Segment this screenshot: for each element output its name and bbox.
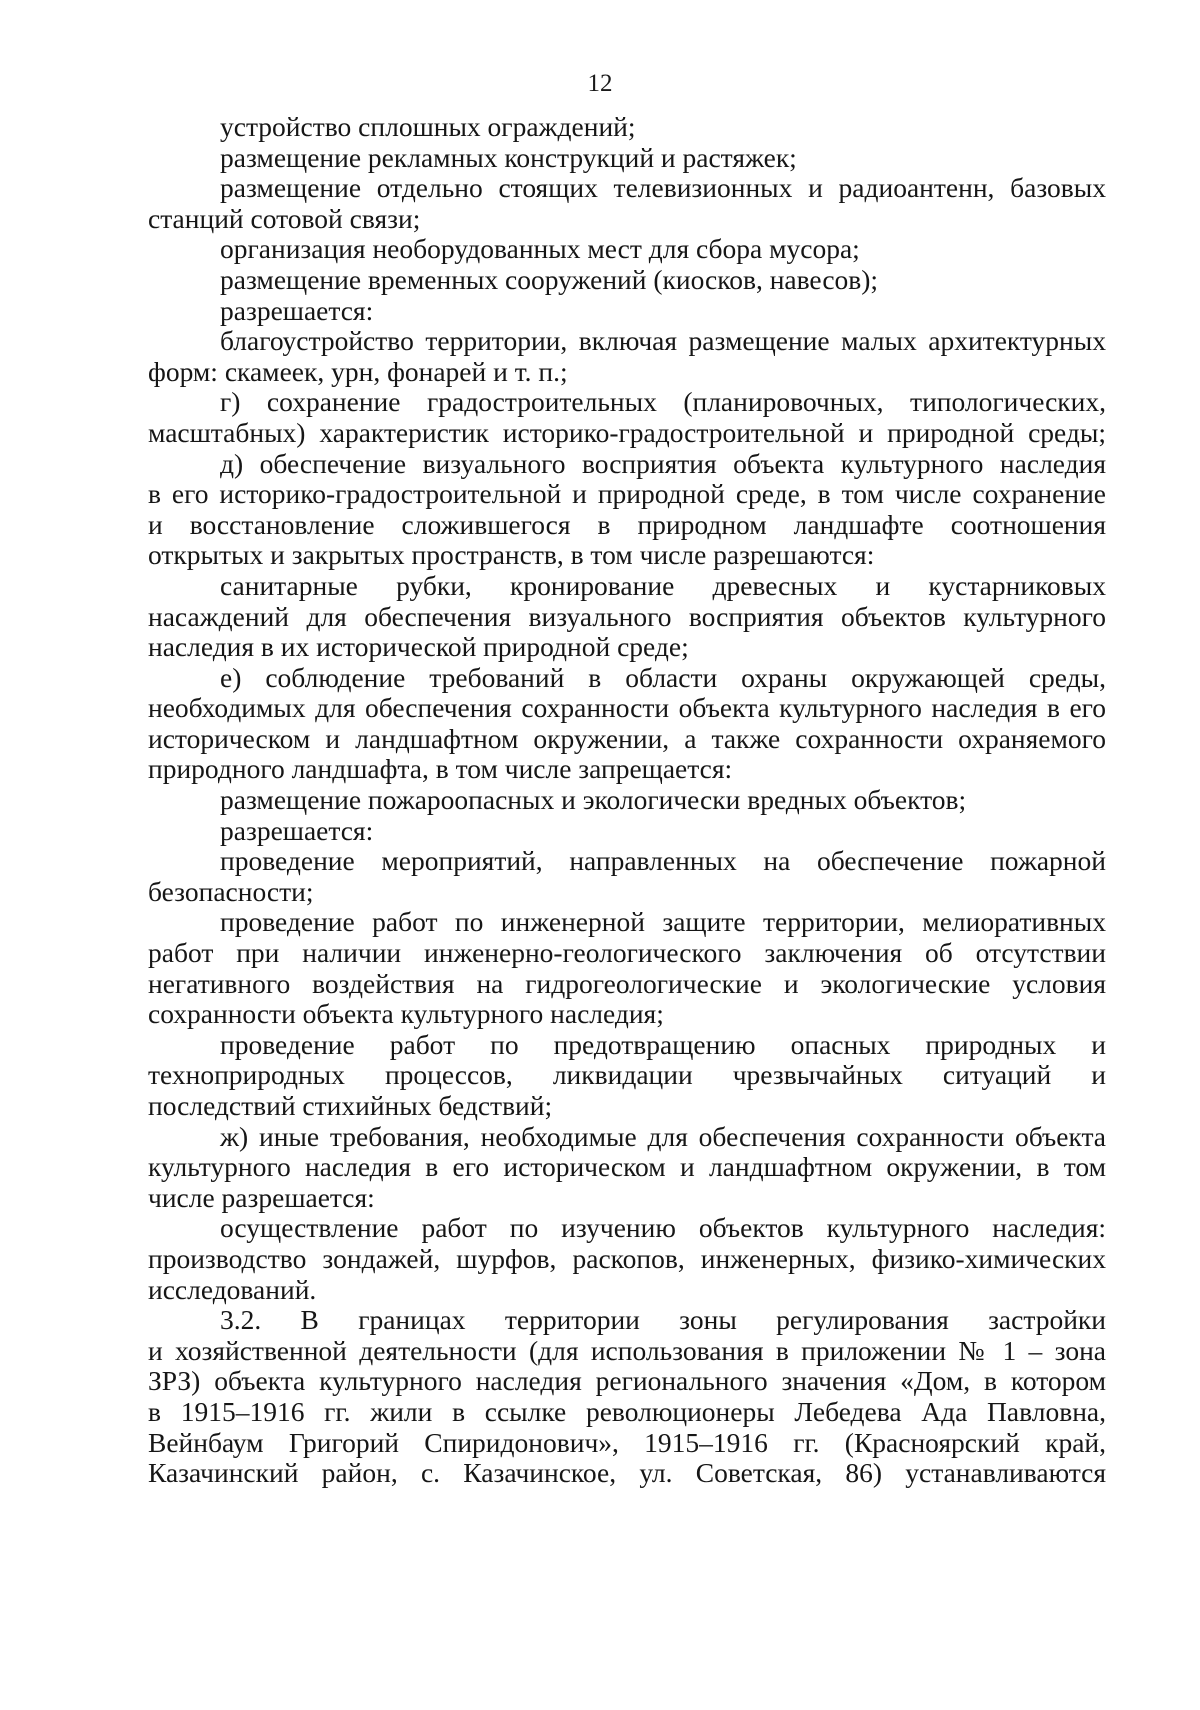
text-line: безопасности; xyxy=(148,875,314,907)
text-line: проведение работ по предотвращению опасных природных и xyxy=(220,1029,1106,1060)
text-line: проведение работ по инженерной защите территории, мелиоративных xyxy=(220,907,1106,938)
text-line: размещение отдельно стоящих телевизионных и радиоантенн, базовых xyxy=(220,173,1106,204)
text-line: форм: скамеек, урн, фонарей и т. п.; xyxy=(148,355,568,387)
text-line: устройство сплошных ограждений; xyxy=(220,111,636,142)
text-line: открытых и закрытых пространств, в том числе разрешаются: xyxy=(148,539,875,571)
text-line: масштабных) характеристик историко-градостроительной и природной среды; xyxy=(148,417,1106,448)
text-line: осуществление работ по изучению объектов культурного наследия: xyxy=(220,1213,1106,1244)
document-body xyxy=(148,112,1106,1489)
text-line: благоустройство территории, включая размещение малых архитектурных xyxy=(220,326,1106,357)
text-line: г) сохранение градостроительных (планировочных, типологических, xyxy=(220,387,1106,418)
text-line: организация необорудованных мест для сбора мусора; xyxy=(220,233,860,265)
text-line: размещение пожароопасных и экологически вредных объектов; xyxy=(220,784,967,816)
text-line: размещение рекламных конструкций и растяжек; xyxy=(220,141,797,173)
text-line: размещение временных сооружений (киосков, навесов); xyxy=(220,263,879,295)
text-line: историческом и ландшафтном окружении, а также сохранности охраняемого xyxy=(148,723,1106,754)
page-number: 12 xyxy=(587,70,613,97)
text-line: сохранности объекта культурного наследия; xyxy=(148,998,664,1030)
text-line: разрешается: xyxy=(220,814,374,846)
text-line: в его историко-градостроительной и природной среде, в том числе сохранение xyxy=(148,479,1106,510)
text-line: числе разрешается: xyxy=(148,1181,375,1213)
text-line: ЗРЗ) объекта культурного наследия регионального значения «Дом, в котором xyxy=(148,1366,1106,1397)
text-line: е) соблюдение требований в области охраны окружающей среды, xyxy=(220,662,1106,693)
text-line: культурного наследия в его историческом и ландшафтном окружении, в том xyxy=(148,1152,1106,1183)
text-line: техноприродных процессов, ликвидации чрезвычайных ситуаций и xyxy=(148,1060,1106,1091)
text-line: 3.2. В границах территории зоны регулирования застройки xyxy=(220,1305,1106,1336)
text-line: производство зондажей, шурфов, раскопов, инженерных, физико-химических xyxy=(148,1243,1106,1274)
text-line: исследований. xyxy=(148,1273,317,1305)
text-line: негативного воздействия на гидрогеологические и экологические условия xyxy=(148,968,1106,999)
text-line: Вейнбаум Григорий Спиридонович», 1915–1916 гг. (Красноярский край, xyxy=(148,1427,1106,1458)
text-line: необходимых для обеспечения сохранности объекта культурного наследия в его xyxy=(148,693,1106,724)
text-line: насаждений для обеспечения визуального восприятия объектов культурного xyxy=(148,601,1106,632)
text-line: д) обеспечение визуального восприятия объекта культурного наследия xyxy=(220,448,1106,479)
text-line: Казачинский район, с. Казачинское, ул. Советская, 86) устанавливаются xyxy=(148,1458,1106,1489)
text-line: ж) иные требования, необходимые для обеспечения сохранности объекта xyxy=(220,1121,1106,1152)
text-line: последствий стихийных бедствий; xyxy=(148,1090,553,1121)
text-line: санитарные рубки, кронирование древесных и кустарниковых xyxy=(220,570,1106,601)
text-line: и хозяйственной деятельности (для использования в приложении № 1 – зона xyxy=(148,1335,1106,1366)
text-line: проведение мероприятий, направленных на обеспечение пожарной xyxy=(220,846,1106,877)
text-line: в 1915–1916 гг. жили в ссылке революционеры Лебедева Ада Павловна, xyxy=(148,1396,1106,1427)
text-line: разрешается: xyxy=(220,294,374,326)
text-line: станций сотовой связи; xyxy=(148,202,421,234)
text-line: природного ландшафта, в том числе запрещается: xyxy=(148,753,733,785)
text-line: наследия в их исторической природной среде; xyxy=(148,631,689,663)
text-line: и восстановление сложившегося в природном ландшафте соотношения xyxy=(148,509,1106,540)
text-line: работ при наличии инженерно-геологического заключения об отсутствии xyxy=(148,938,1106,969)
